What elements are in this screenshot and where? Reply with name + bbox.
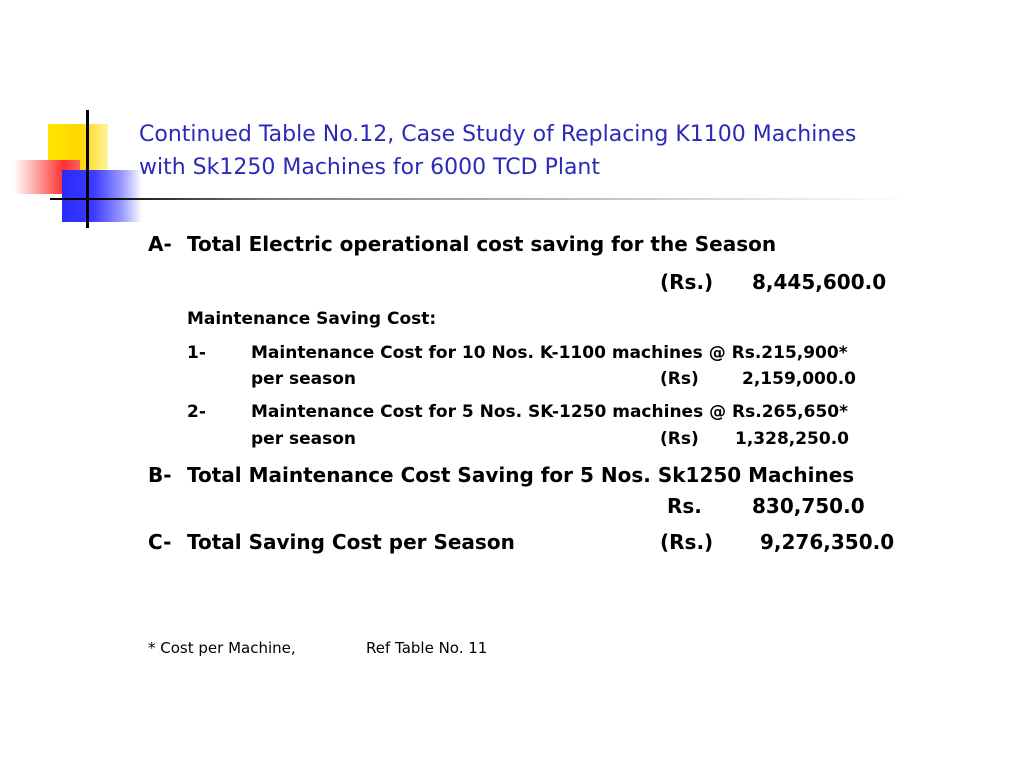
logo-vertical-line — [86, 110, 89, 228]
maintenance-item-1-unit: (Rs) — [660, 369, 699, 389]
section-c-marker: C- — [148, 530, 172, 554]
section-b-unit: Rs. — [667, 494, 702, 518]
section-c-unit: (Rs.) — [660, 530, 714, 554]
section-b-amount: 830,750.0 — [752, 494, 865, 518]
section-c-label: Total Saving Cost per Season — [187, 530, 515, 554]
maintenance-item-1-line-1: Maintenance Cost for 10 Nos. K-1100 machines @ Rs.215,900* — [251, 343, 848, 363]
section-a-marker: A- — [148, 232, 172, 256]
maintenance-item-1-amount: 2,159,000.0 — [742, 369, 857, 389]
maintenance-item-2-unit: (Rs) — [660, 429, 699, 449]
footnote-ref: Ref Table No. 11 — [366, 639, 488, 657]
maintenance-item-1-marker: 1- — [187, 343, 206, 363]
maintenance-item-2-amount: 1,328,250.0 — [735, 429, 850, 449]
slide-title-line-2: with Sk1250 Machines for 6000 TCD Plant — [139, 155, 601, 180]
title-underline — [50, 198, 910, 200]
section-b-label: Total Maintenance Cost Saving for 5 Nos. Sk1250 Machines — [187, 463, 855, 487]
maintenance-item-1-line-2: per season — [251, 369, 357, 389]
logo-blue-square — [62, 170, 142, 222]
footnote-note: * Cost per Machine, — [148, 639, 296, 657]
section-c-amount: 9,276,350.0 — [760, 530, 895, 554]
maintenance-item-2-line-1: Maintenance Cost for 5 Nos. SK-1250 machines @ Rs.265,650* — [251, 402, 849, 422]
section-a-label: Total Electric operational cost saving for the Season — [187, 232, 777, 256]
maintenance-item-2-marker: 2- — [187, 402, 206, 422]
section-b-marker: B- — [148, 463, 172, 487]
section-a-unit: (Rs.) — [660, 270, 714, 294]
maintenance-heading: Maintenance Saving Cost: — [187, 309, 437, 329]
slide-title — [139, 118, 999, 184]
maintenance-item-2-line-2: per season — [251, 429, 357, 449]
slide-title-line-1: Continued Table No.12, Case Study of Replacing K1100 Machines — [139, 122, 857, 147]
section-a-amount: 8,445,600.0 — [752, 270, 887, 294]
